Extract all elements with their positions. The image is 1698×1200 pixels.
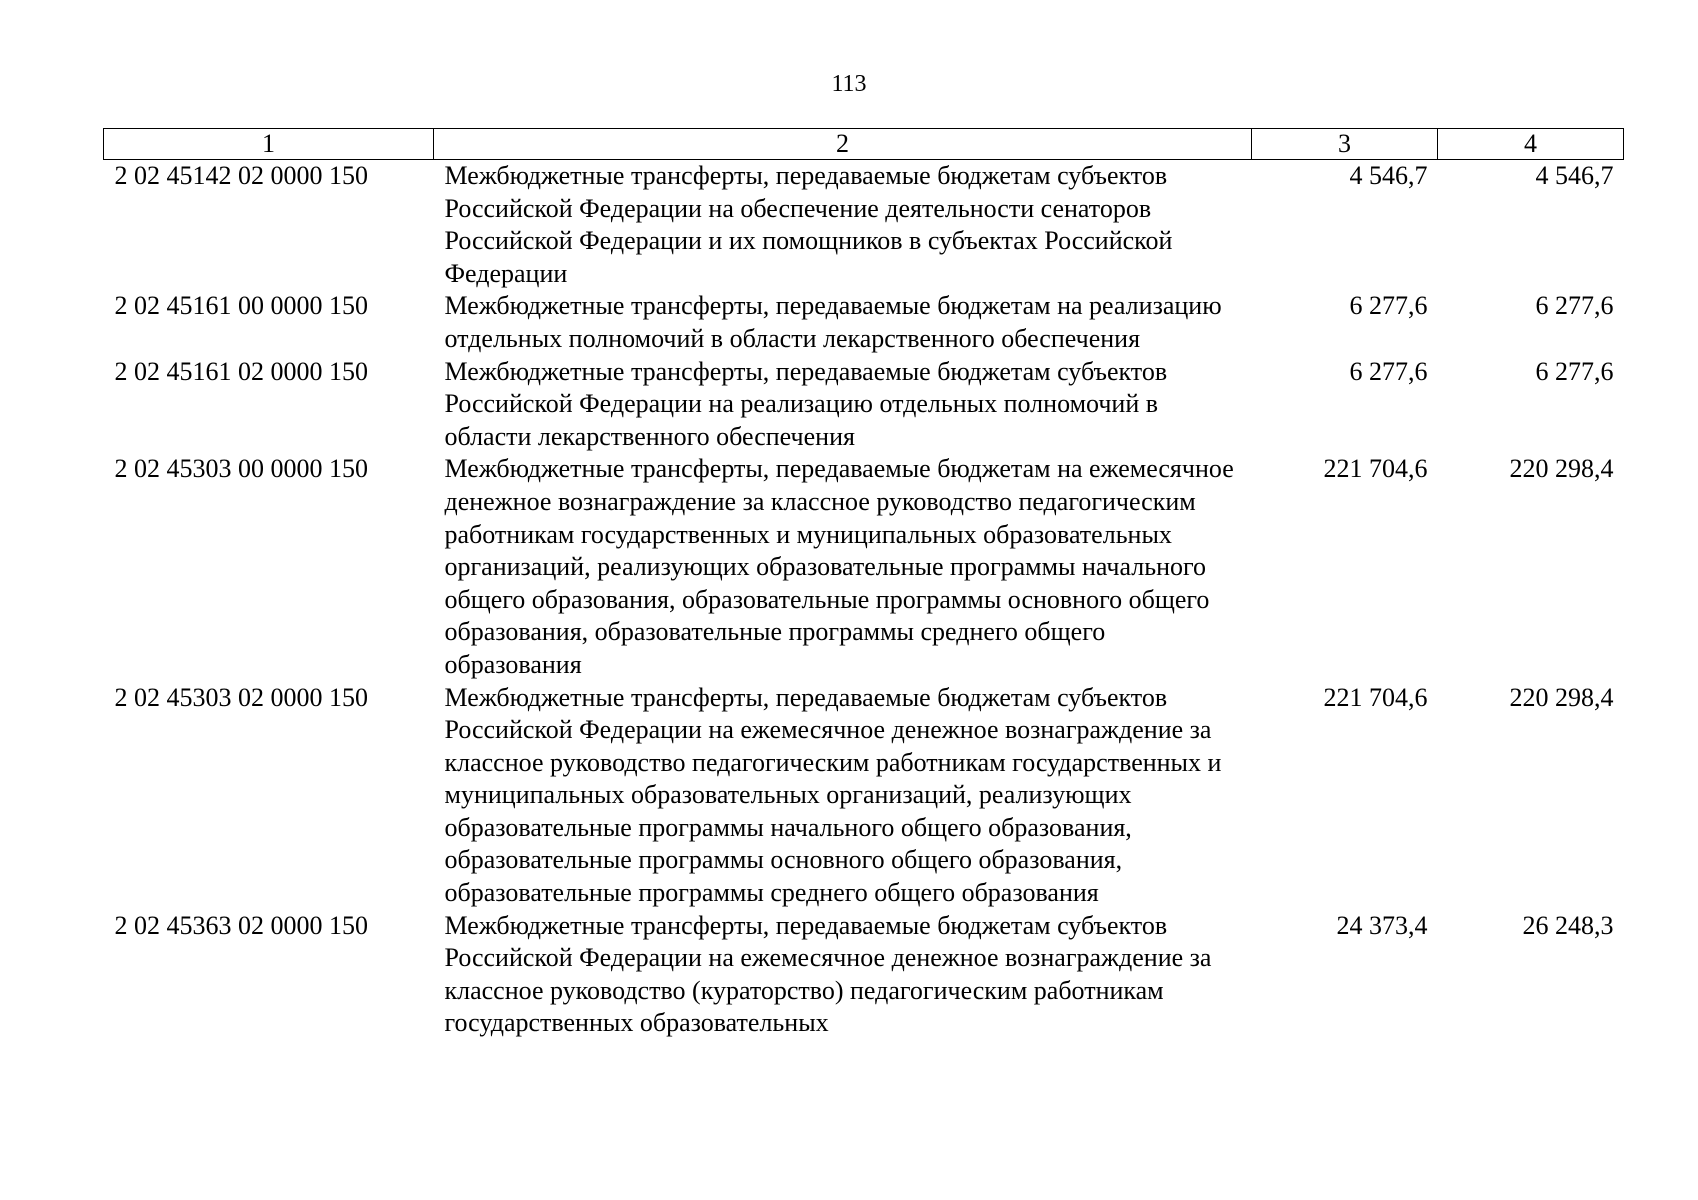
- amount-col4: 220 298,4: [1509, 454, 1614, 484]
- amount-col4: 4 546,7: [1535, 161, 1614, 190]
- amount-col3: 6 277,6: [1349, 356, 1428, 386]
- row-description: Межбюджетные трансферты, передаваемые бюджетам субъектов Российской Федерации на ежемесячное денежное вознаграждение за классное руководство (кураторство) педагогическим работникам государственных образовательных: [444, 910, 1212, 1038]
- budget-table: [103, 128, 1624, 1040]
- amount-col3: 221 704,6: [1323, 682, 1428, 712]
- budget-code: 2 02 45303 02 0000 150: [114, 682, 368, 712]
- row-description: Межбюджетные трансферты, передаваемые бюджетам на реализацию отдельных полномочий в области лекарственного обеспечения: [444, 291, 1222, 353]
- amount-col4: 220 298,4: [1509, 682, 1614, 712]
- column-header-4: 4: [1438, 129, 1624, 160]
- amount-col3: 4 546,7: [1349, 161, 1428, 190]
- row-description: Межбюджетные трансферты, передаваемые бюджетам субъектов Российской Федерации на реализацию отдельных полномочий в области лекарственного обеспечения: [444, 356, 1168, 451]
- row-description: Межбюджетные трансферты, передаваемые бюджетам на ежемесячное денежное вознаграждение за классное руководство педагогическим работникам государственных и муниципальных образовательных организаций, реализующих образовательные программы начального общего образования, образовательные программы основного общего образования, образовательные программы среднего общего образования: [444, 454, 1234, 679]
- table-header-row: [104, 129, 1624, 160]
- budget-code: 2 02 45161 02 0000 150: [114, 356, 368, 386]
- row-description: Межбюджетные трансферты, передаваемые бюджетам субъектов Российской Федерации на ежемесячное денежное вознаграждение за классное руководство педагогическим работникам государственных и муниципальных образовательных организаций, реализующих образовательные программы начального общего образования, образовательные программы основного общего образования, образовательные программы среднего общего образования: [444, 682, 1222, 908]
- column-header-2: 2: [434, 129, 1252, 160]
- amount-col4: 6 277,6: [1535, 356, 1614, 386]
- budget-code: 2 02 45142 02 0000 150: [114, 161, 368, 190]
- table-row: [104, 290, 1624, 355]
- column-header-3: 3: [1252, 129, 1438, 160]
- budget-code: 2 02 45303 00 0000 150: [114, 454, 368, 484]
- amount-col4: 6 277,6: [1535, 291, 1614, 321]
- budget-code: 2 02 45363 02 0000 150: [114, 910, 368, 940]
- page-number: 113: [831, 71, 867, 97]
- amount-col4: 26 248,3: [1522, 910, 1614, 940]
- table-row: [104, 356, 1624, 454]
- column-header-1: 1: [104, 129, 434, 160]
- amount-col3: 24 373,4: [1336, 910, 1428, 940]
- row-description: Межбюджетные трансферты, передаваемые бюджетам субъектов Российской Федерации на обеспечение деятельности сенаторов Российской Федерации и их помощников в субъектах Российской Федерации: [444, 161, 1173, 288]
- table-row: [104, 453, 1624, 681]
- amount-col3: 221 704,6: [1323, 454, 1428, 484]
- amount-col3: 6 277,6: [1349, 291, 1428, 321]
- budget-code: 2 02 45161 00 0000 150: [114, 291, 368, 321]
- table-row: [104, 160, 1624, 291]
- table-row: [104, 682, 1624, 910]
- table-row: [104, 910, 1624, 1040]
